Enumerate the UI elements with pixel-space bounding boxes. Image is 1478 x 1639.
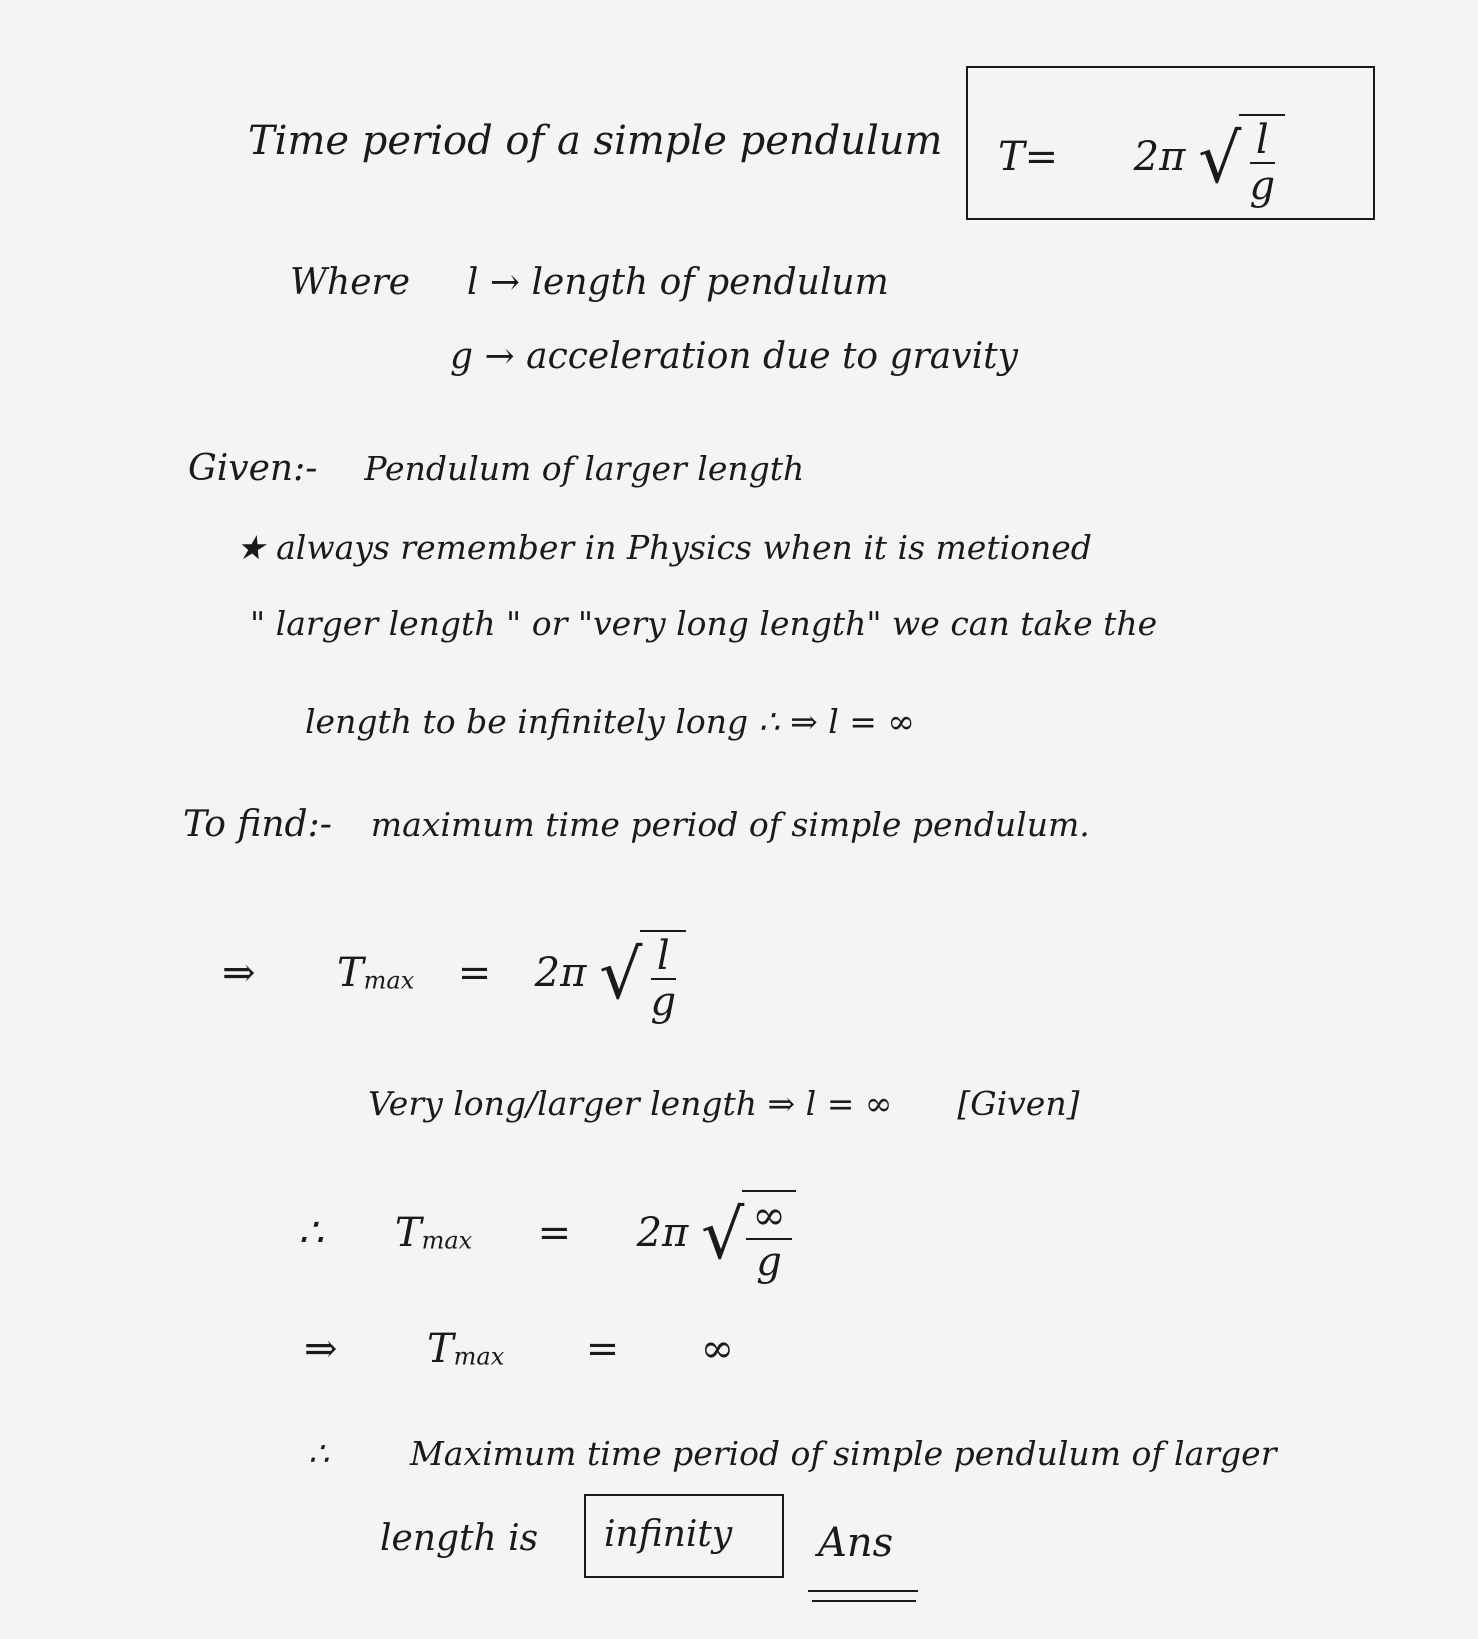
answer-value: infinity [604,1514,733,1555]
l-description: length of pendulum [531,262,889,303]
step-1: ⇒ Tmax = 2π √ $\frac{l}{g}$ [222,930,686,1022]
fraction-numerator: l [1250,120,1275,164]
given-text: Pendulum of larger length [364,449,805,488]
step-2: ∴ Tmax = 2π √ $\frac{\infty}{g}$ [298,1190,796,1282]
conclusion-line-1: ∴ Maximum time period of simple pendulum of larger [308,1434,1277,1473]
g-symbol: g [450,336,474,377]
conclusion-line-2: length is [380,1518,539,1559]
g-description: acceleration due to gravity [526,336,1018,377]
note-line-3: length to be infinitely long ∴ ⇒ l = ∞ [305,702,915,741]
fraction [1243,117,1281,209]
therefore-icon: ∴ [308,1434,329,1473]
given-line [188,448,804,489]
l-symbol: l [466,262,479,303]
ans-label: Ans [818,1520,894,1566]
star-icon: ★ [236,528,266,567]
arrow-icon: → [484,336,515,377]
given-label: Given:- [188,448,318,489]
to-find-text: maximum time period of simple pendulum. [370,805,1090,844]
where-label: Where [290,262,411,303]
arrow-icon: → [489,262,521,303]
answer-box [584,1494,784,1578]
formula-coef: 2π [1133,134,1186,180]
formula-box [966,66,1375,220]
implies-icon: ⇒ [222,950,256,996]
where-l-line [290,262,889,303]
formula-lhs: T= [998,134,1059,180]
to-find-label: To find:- [183,804,332,845]
given-bracket: [Given] [957,1084,1080,1123]
where-g-line [450,336,1018,377]
sqrt-sign: √ $\frac{l}{g}$ [599,930,686,1022]
condition-text: Very long/larger length ⇒ l = ∞ [368,1084,893,1123]
sqrt-sign: √ $\frac{\infty}{g}$ [701,1190,796,1282]
result-value: ∞ [700,1326,734,1372]
note-line-1: ★ always remember in Physics when it is metioned [236,528,1092,567]
fraction-denominator: g [1249,163,1276,209]
to-find-line [183,804,1090,845]
step-3: ⇒ Tmax = ∞ [304,1326,734,1372]
ans-underline [808,1590,918,1592]
ans-underline-2 [812,1600,916,1602]
condition-line [368,1084,1079,1123]
heading: Time period of a simple pendulum [248,118,943,164]
formula [998,114,1285,209]
note-line-2: " larger length " or "very long length" we can take the [250,604,1158,643]
therefore-icon: ∴ [298,1210,324,1256]
sqrt-sign: √ $\frac{l}{g}$ [1198,114,1285,206]
implies-icon: ⇒ [304,1326,338,1372]
